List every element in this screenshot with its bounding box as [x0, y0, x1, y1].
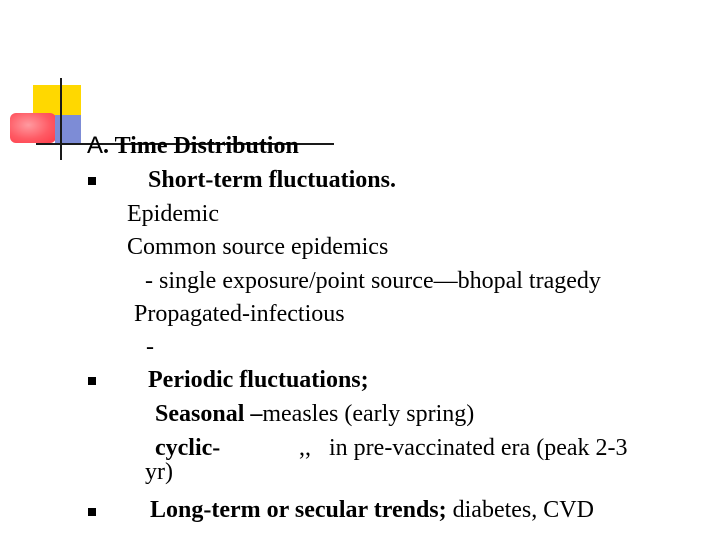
line-dash: -: [146, 334, 154, 360]
decor-blue-square: [55, 115, 81, 145]
line-single-exposure: - single exposure/point source—bhopal tragedy: [145, 268, 601, 294]
heading-text: . Time Distribution: [103, 133, 299, 159]
bullet-icon: [88, 377, 96, 385]
bullet-icon: [88, 177, 96, 185]
long-term-label: Long-term or secular trends;: [150, 497, 447, 523]
long-term-text: diabetes, CVD: [446, 497, 594, 523]
line-seasonal: [155, 400, 474, 428]
seasonal-label: Seasonal –: [155, 401, 263, 427]
decor-red-square: [10, 113, 56, 143]
item-periodic: Periodic fluctuations;: [148, 367, 369, 393]
decor-vertical-line: [60, 78, 62, 160]
slide-heading: [87, 132, 299, 160]
seasonal-text: measles (early spring): [262, 401, 475, 427]
line-epidemic: Epidemic: [127, 201, 219, 227]
cyclic-continuation: yr): [145, 459, 173, 485]
line-propagated: Propagated-infectious: [134, 301, 345, 327]
item-long-term: [150, 496, 594, 524]
cyclic-label: cyclic-: [155, 435, 221, 461]
cyclic-text: ,, in pre-vaccinated era (peak 2-3: [299, 435, 628, 461]
line-common-source: Common source epidemics: [127, 234, 389, 260]
heading-letter: A: [87, 132, 104, 159]
item-short-term: Short-term fluctuations.: [148, 167, 396, 193]
bullet-icon: [88, 508, 96, 516]
